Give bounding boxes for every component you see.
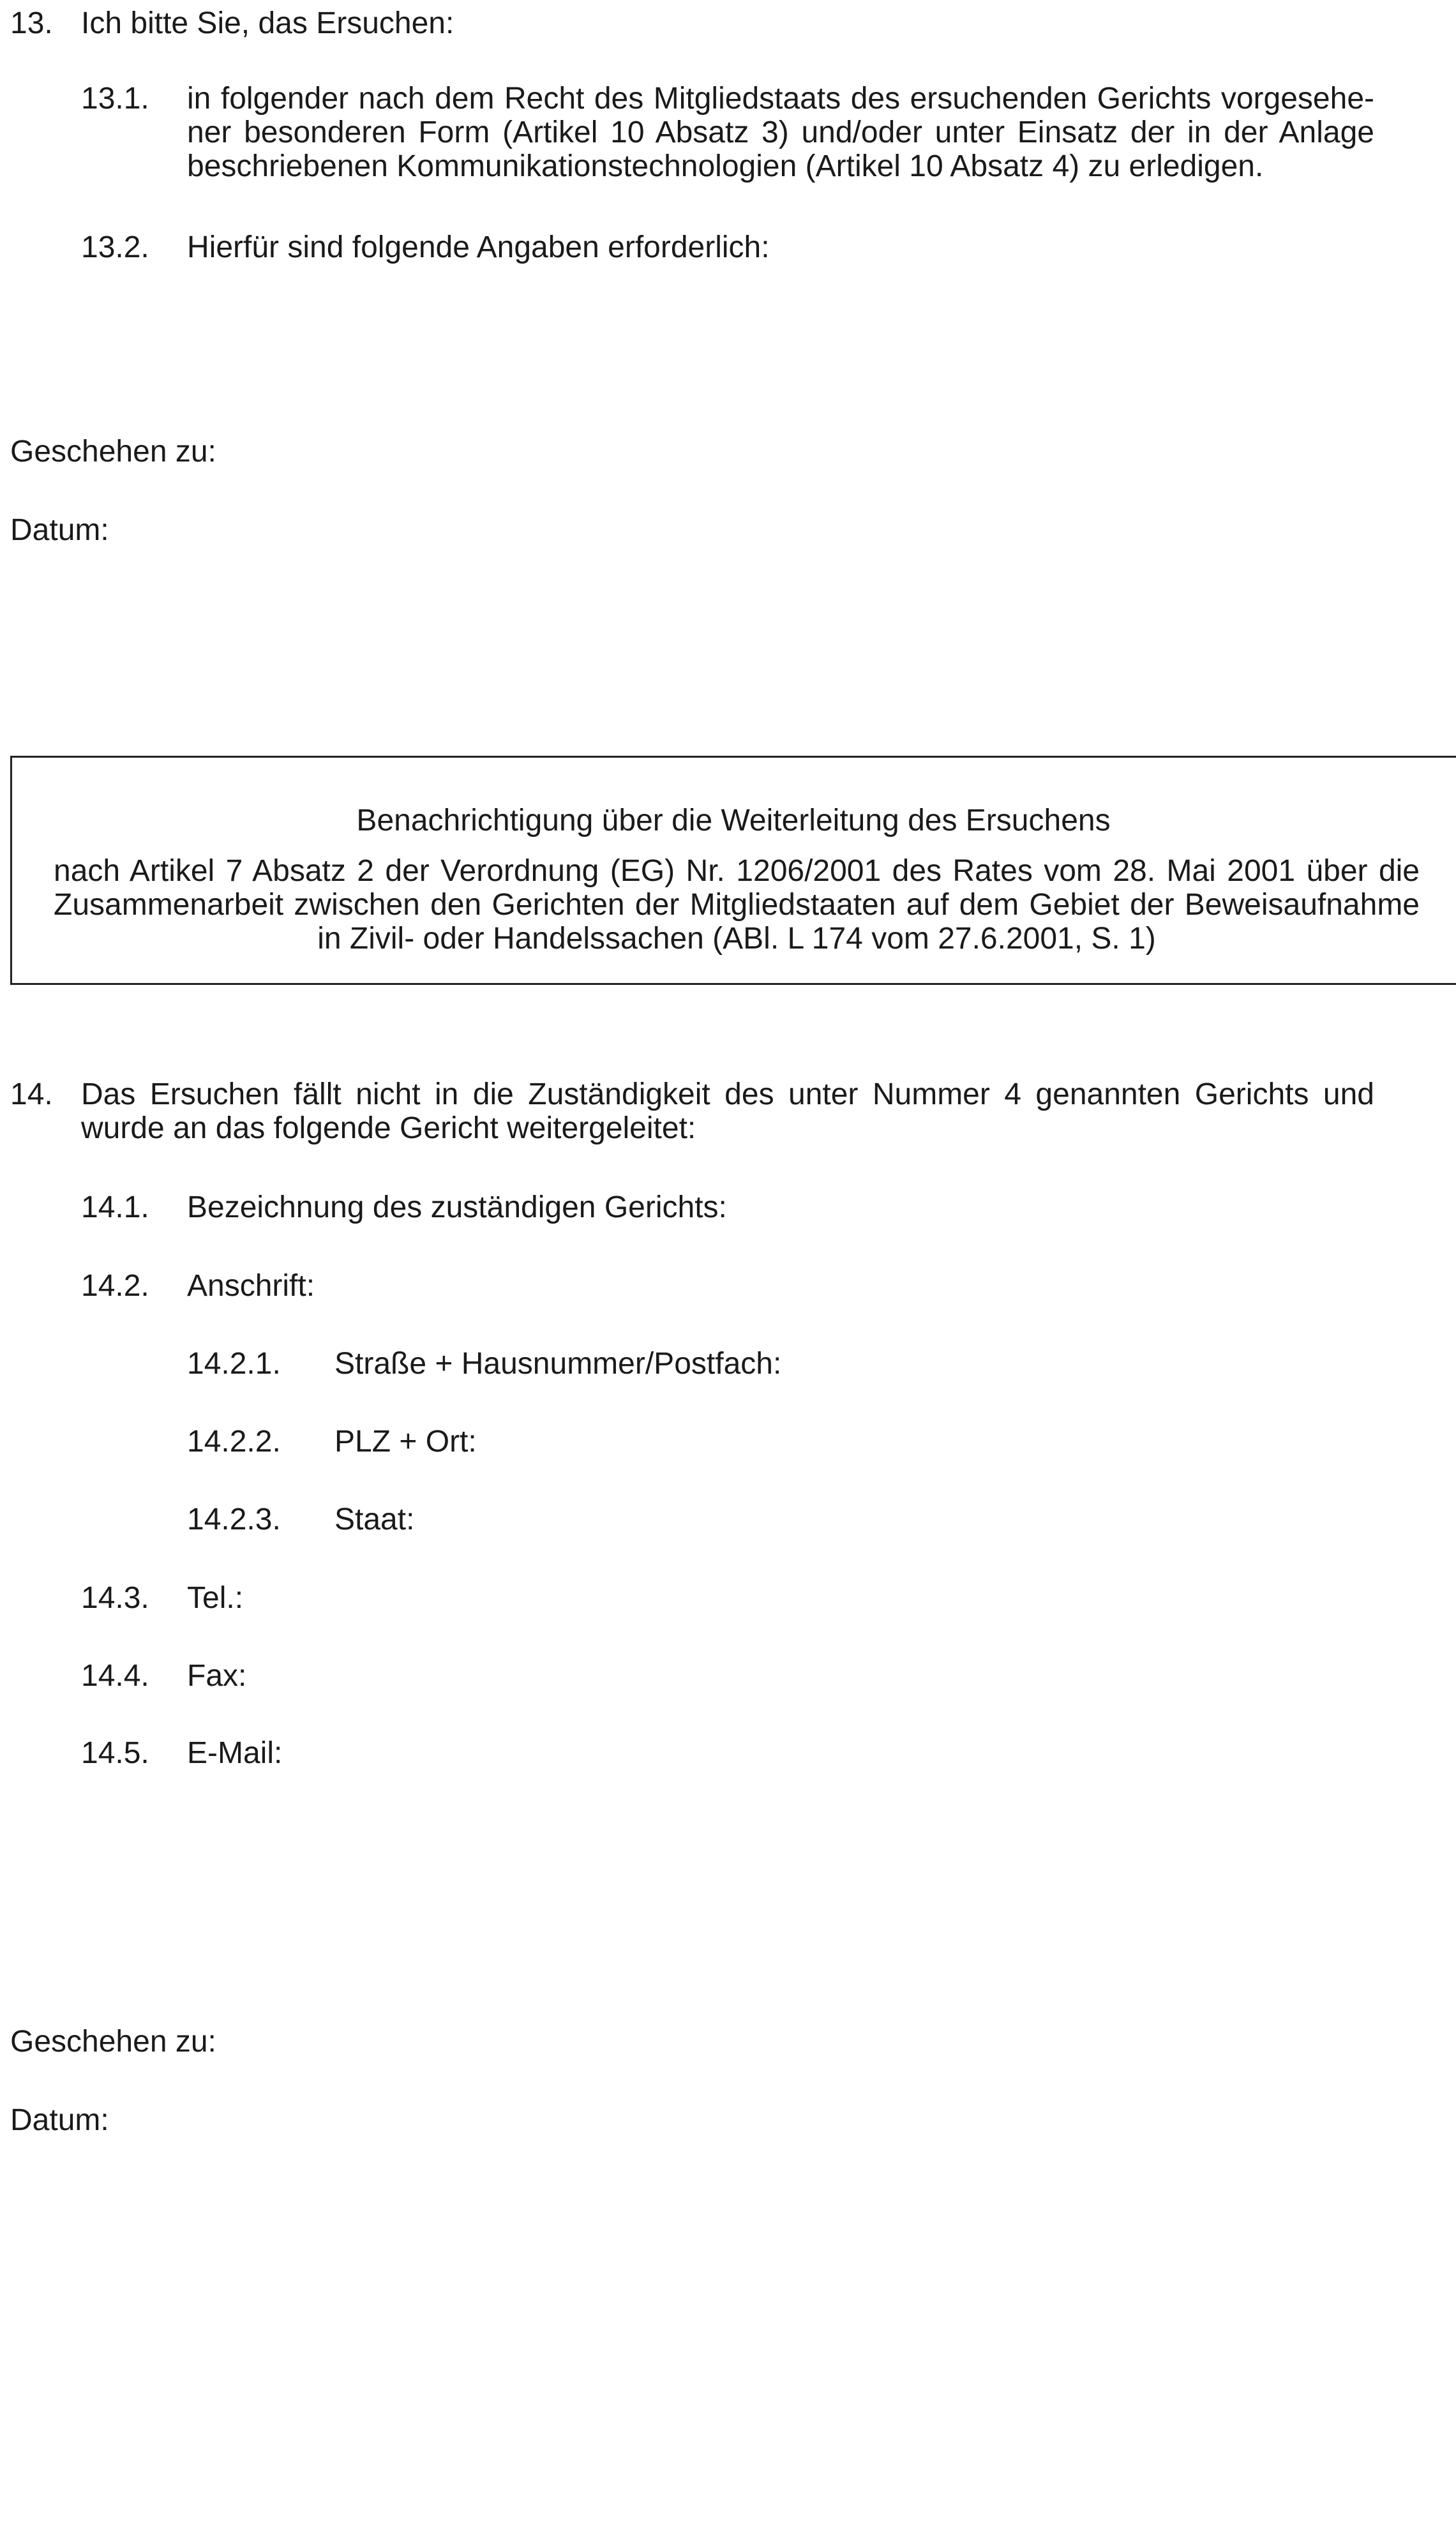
date-label-2: Datum: <box>10 2103 109 2137</box>
section-13-number: 13. <box>10 6 53 40</box>
notice-body: nach Artikel 7 Absatz 2 der Verordnung (EG) Nr. 1206/2001 des Rates vom 28. Mai 2001 über die Zusammenarbeit zwischen den Gerichten der Mitgliedstaaten auf dem Gebiet der Beweisaufnahme in Zivil- oder Handelssachen (ABl. L 174 vom 27.6.2001, S. 1) <box>54 854 1420 956</box>
item-14-2-number: 14.2. <box>81 1269 149 1303</box>
section-14-number: 14. <box>10 1077 53 1111</box>
item-14-2-1-number: 14.2.1. <box>187 1347 281 1381</box>
item-14-1-text: Bezeichnung des zuständigen Gerichts: <box>187 1190 727 1224</box>
item-13-1-number: 13.1. <box>81 82 149 116</box>
notice-title: Benachrichtigung über die Weiterleitung des Ersuchens <box>356 804 1111 837</box>
forwarding-notice-box <box>10 756 1456 985</box>
item-14-3-number: 14.3. <box>81 1581 149 1615</box>
item-14-5-number: 14.5. <box>81 1736 149 1770</box>
item-13-1-text: in folgender nach dem Recht des Mitgliedstaats des ersuchenden Gerichts vorgesehener besonderen Form (Artikel 10 Absatz 3) und/oder unter Einsatz der in der Anlage beschriebenen Kommunikationstechnologien (Artikel 10 Absatz 4) zu erledigen. <box>187 82 1374 183</box>
place-label: Geschehen zu: <box>10 435 216 469</box>
item-14-2-text: Anschrift: <box>187 1269 315 1303</box>
section-14-text: Das Ersuchen fällt nicht in die Zuständigkeit des unter Nummer 4 genannten Gerichts und wurde an das folgende Gericht weitergeleitet: <box>81 1077 1374 1145</box>
item-14-2-1-text: Straße + Hausnummer/Postfach: <box>334 1347 782 1381</box>
item-14-3-text: Tel.: <box>187 1581 244 1615</box>
date-label: Datum: <box>10 513 109 547</box>
item-14-4-number: 14.4. <box>81 1659 149 1693</box>
item-14-2-2-number: 14.2.2. <box>187 1425 281 1459</box>
item-14-2-2-text: PLZ + Ort: <box>334 1425 477 1459</box>
item-14-4-text: Fax: <box>187 1659 247 1693</box>
section-13-text: Ich bitte Sie, das Ersuchen: <box>81 6 454 40</box>
item-14-2-3-number: 14.2.3. <box>187 1503 281 1536</box>
place-label-2: Geschehen zu: <box>10 2025 216 2059</box>
item-13-2-number: 13.2. <box>81 230 149 264</box>
item-14-5-text: E-Mail: <box>187 1736 283 1770</box>
item-13-2-text: Hierfür sind folgende Angaben erforderlich: <box>187 230 770 264</box>
item-14-2-3-text: Staat: <box>334 1503 415 1536</box>
item-14-1-number: 14.1. <box>81 1190 149 1224</box>
